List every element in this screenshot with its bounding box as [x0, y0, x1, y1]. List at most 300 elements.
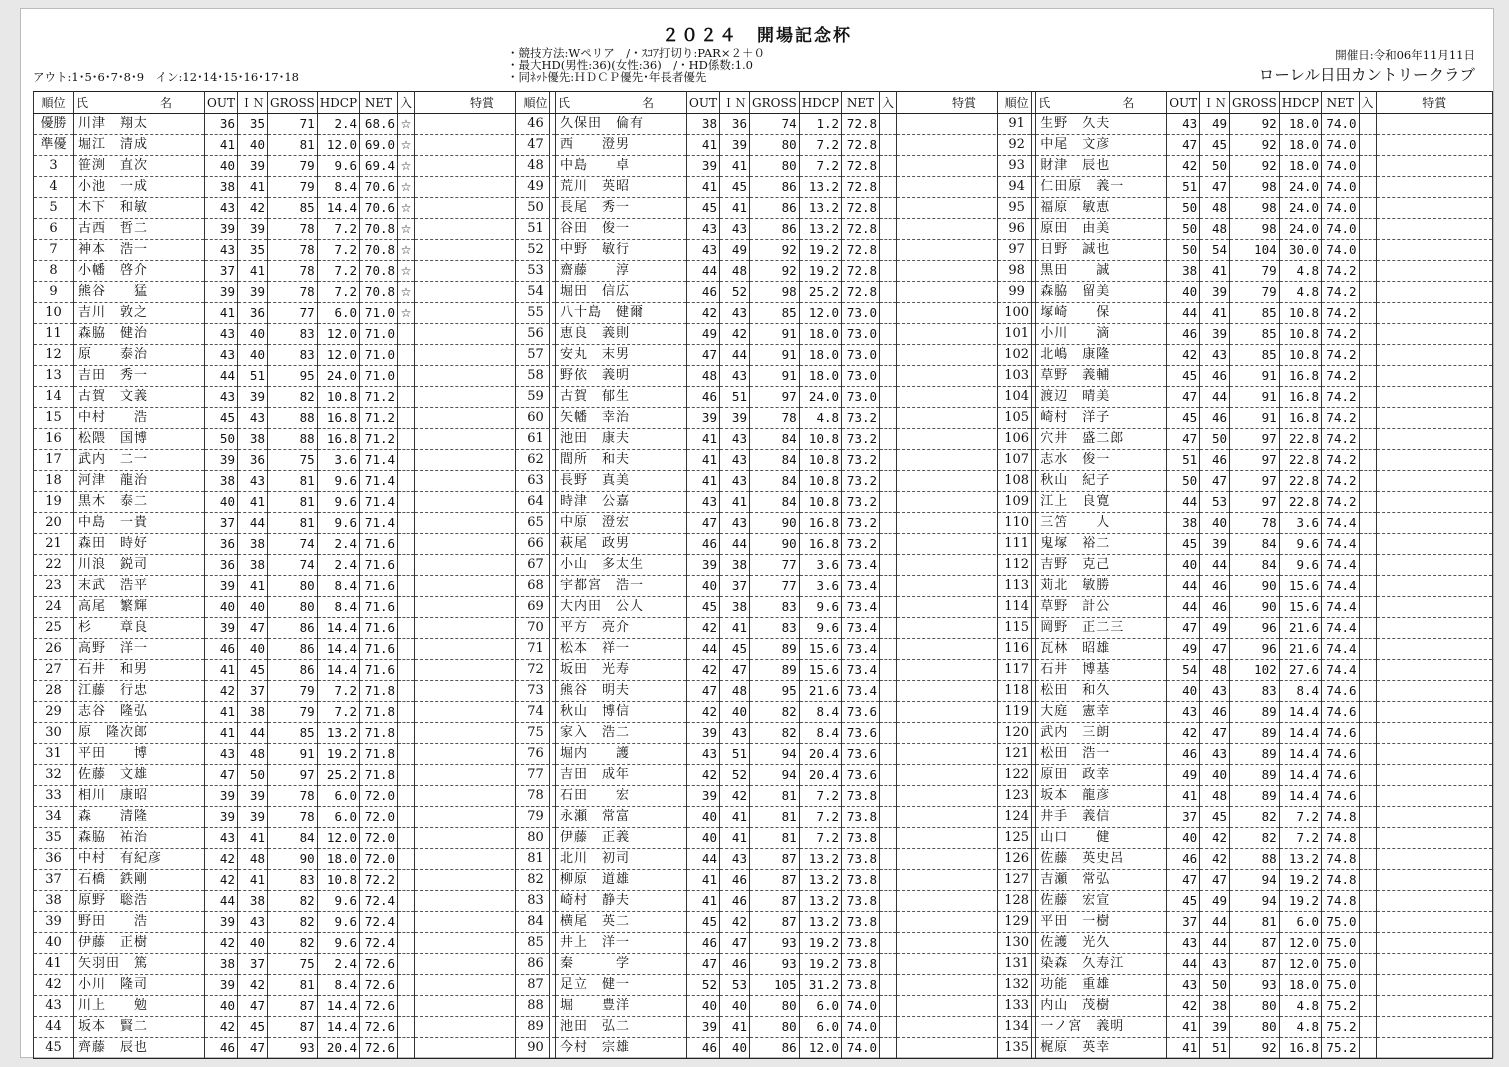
- gross-score-cell: 84: [267, 828, 317, 849]
- gross-score-cell: 82: [749, 723, 799, 744]
- table-row: [998, 870, 1493, 891]
- table-row: [516, 555, 1032, 576]
- table-row: [998, 639, 1493, 660]
- out-score-cell: 46: [687, 534, 720, 555]
- table-row: [34, 702, 550, 723]
- gross-score-cell: 79: [1230, 261, 1280, 282]
- net-score-cell: 74.0: [842, 1038, 880, 1059]
- player-name-cell: 高尾 繁輝: [74, 597, 205, 618]
- gross-score-cell: 94: [749, 765, 799, 786]
- table-row: [34, 261, 550, 282]
- gross-score-cell: 82: [749, 702, 799, 723]
- hdcp-cell: 20.4: [317, 1038, 359, 1059]
- table-row: [34, 996, 550, 1017]
- hdcp-cell: 9.6: [799, 597, 841, 618]
- table-row: [998, 996, 1493, 1017]
- rank-cell: 120: [998, 723, 1036, 744]
- net-score-cell: 74.2: [1322, 366, 1359, 387]
- table-row: [998, 345, 1493, 366]
- gross-score-cell: 97: [1230, 450, 1280, 471]
- entry-mark-cell: [398, 1038, 415, 1059]
- hdcp-cell: 7.2: [317, 681, 359, 702]
- out-score-cell: 47: [687, 954, 720, 975]
- out-score-cell: 39: [205, 219, 238, 240]
- rank-cell: 129: [998, 912, 1036, 933]
- entry-mark-cell: [880, 534, 897, 555]
- table-row: [516, 366, 1032, 387]
- column-header-hdcp: HDCP: [317, 92, 359, 114]
- net-score-cell: 72.8: [842, 135, 880, 156]
- rank-cell: 123: [998, 786, 1036, 807]
- in-score-cell: 46: [1200, 576, 1230, 597]
- hdcp-cell: 13.2: [799, 870, 841, 891]
- rank-cell: 133: [998, 996, 1036, 1017]
- net-score-cell: 73.0: [842, 303, 880, 324]
- entry-mark-cell: [1359, 786, 1376, 807]
- net-score-cell: 74.0: [842, 996, 880, 1017]
- entry-mark-cell: [398, 492, 415, 513]
- player-name-cell: 柳原 道雄: [556, 870, 687, 891]
- in-score-cell: 52: [719, 282, 749, 303]
- table-row: [34, 555, 550, 576]
- rank-cell: 102: [998, 345, 1036, 366]
- table-row: [516, 324, 1032, 345]
- net-score-cell: 74.0: [1322, 240, 1359, 261]
- table-row: [516, 702, 1032, 723]
- net-score-cell: 73.2: [842, 513, 880, 534]
- net-score-cell: 73.4: [842, 639, 880, 660]
- out-score-cell: 44: [687, 849, 720, 870]
- table-row: [34, 177, 550, 198]
- net-score-cell: 71.8: [360, 723, 398, 744]
- out-score-cell: 45: [687, 912, 720, 933]
- table-row: [998, 534, 1493, 555]
- gross-score-cell: 91: [749, 345, 799, 366]
- table-row: [516, 198, 1032, 219]
- hdcp-cell: 12.0: [1279, 954, 1321, 975]
- gross-score-cell: 96: [1230, 618, 1280, 639]
- special-prize-cell: [1376, 450, 1492, 471]
- hdcp-cell: 7.2: [799, 807, 841, 828]
- player-name-cell: 佐藤 文雄: [74, 765, 205, 786]
- out-score-cell: 49: [1167, 765, 1200, 786]
- out-score-cell: 43: [205, 240, 238, 261]
- table-row: [34, 135, 550, 156]
- player-name-cell: 笹渕 直次: [74, 156, 205, 177]
- player-name-cell: 中野 敏行: [556, 240, 687, 261]
- out-score-cell: 41: [687, 135, 720, 156]
- table-row: [34, 975, 550, 996]
- table-row: [34, 156, 550, 177]
- out-score-cell: 50: [1167, 219, 1200, 240]
- out-score-cell: 43: [205, 744, 238, 765]
- rank-cell: 14: [34, 387, 74, 408]
- column-header-name: 氏 名: [556, 92, 687, 114]
- in-score-cell: 42: [237, 198, 267, 219]
- out-score-cell: 47: [1167, 387, 1200, 408]
- rank-cell: 94: [998, 177, 1036, 198]
- rank-cell: 96: [998, 219, 1036, 240]
- entry-mark-cell: [1359, 1038, 1376, 1059]
- in-score-cell: 40: [237, 345, 267, 366]
- out-score-cell: 42: [1167, 723, 1200, 744]
- net-score-cell: 71.0: [360, 345, 398, 366]
- out-score-cell: 47: [687, 681, 720, 702]
- net-score-cell: 70.8: [360, 282, 398, 303]
- net-score-cell: 74.6: [1322, 681, 1359, 702]
- special-prize-cell: [1376, 555, 1492, 576]
- entry-mark-cell: [398, 639, 415, 660]
- gross-score-cell: 78: [749, 408, 799, 429]
- hdcp-cell: 9.6: [1279, 534, 1321, 555]
- rank-cell: 10: [34, 303, 74, 324]
- table-row: [998, 576, 1493, 597]
- out-score-cell: 39: [205, 807, 238, 828]
- entry-mark-cell: [398, 387, 415, 408]
- gross-score-cell: 86: [749, 198, 799, 219]
- hdcp-cell: 18.0: [317, 849, 359, 870]
- entry-mark-cell: [1359, 849, 1376, 870]
- out-score-cell: 39: [205, 786, 238, 807]
- player-name-cell: 染森 久寿江: [1036, 954, 1167, 975]
- gross-score-cell: 95: [267, 366, 317, 387]
- table-row: [34, 954, 550, 975]
- table-row: [998, 765, 1493, 786]
- player-name-cell: 堀田 信広: [556, 282, 687, 303]
- table-row: [34, 870, 550, 891]
- table-row: [516, 492, 1032, 513]
- table-row: [516, 156, 1032, 177]
- entry-mark-cell: [398, 765, 415, 786]
- out-score-cell: 41: [1167, 786, 1200, 807]
- gross-score-cell: 77: [749, 576, 799, 597]
- entry-mark-cell: [1359, 555, 1376, 576]
- gross-score-cell: 98: [1230, 198, 1280, 219]
- player-name-cell: 石橋 鉄剛: [74, 870, 205, 891]
- out-score-cell: 50: [205, 429, 238, 450]
- net-score-cell: 75.2: [1322, 1038, 1359, 1059]
- out-score-cell: 36: [205, 534, 238, 555]
- out-score-cell: 44: [1167, 954, 1200, 975]
- net-score-cell: 71.8: [360, 702, 398, 723]
- gross-score-cell: 85: [1230, 303, 1280, 324]
- table-row: [34, 282, 550, 303]
- special-prize-cell: [1376, 1038, 1492, 1059]
- out-score-cell: 38: [1167, 513, 1200, 534]
- gross-score-cell: 84: [1230, 534, 1280, 555]
- player-name-cell: 長野 真美: [556, 471, 687, 492]
- table-row: [34, 408, 550, 429]
- hdcp-cell: 10.8: [1279, 345, 1321, 366]
- in-score-cell: 48: [1200, 219, 1230, 240]
- player-name-cell: 穴井 盛二郎: [1036, 429, 1167, 450]
- gross-score-cell: 85: [267, 198, 317, 219]
- player-name-cell: 萩尾 政男: [556, 534, 687, 555]
- player-name-cell: 渡辺 晴美: [1036, 387, 1167, 408]
- entry-mark-cell: [1359, 576, 1376, 597]
- in-score-cell: 43: [719, 513, 749, 534]
- gross-score-cell: 81: [1230, 912, 1280, 933]
- net-score-cell: 74.2: [1322, 345, 1359, 366]
- hdcp-cell: 2.4: [317, 534, 359, 555]
- in-score-cell: 41: [237, 177, 267, 198]
- gross-score-cell: 71: [267, 114, 317, 135]
- net-score-cell: 70.8: [360, 261, 398, 282]
- out-score-cell: 39: [205, 576, 238, 597]
- hdcp-cell: 21.6: [1279, 639, 1321, 660]
- column-header-hdcp: HDCP: [1279, 92, 1321, 114]
- in-score-cell: 41: [1200, 303, 1230, 324]
- rank-cell: 54: [516, 282, 556, 303]
- table-row: [516, 954, 1032, 975]
- hdcp-cell: 7.2: [317, 261, 359, 282]
- hdcp-cell: 13.2: [799, 198, 841, 219]
- net-score-cell: 72.0: [360, 828, 398, 849]
- in-score-cell: 41: [719, 807, 749, 828]
- gross-score-cell: 96: [1230, 639, 1280, 660]
- in-score-cell: 41: [719, 1017, 749, 1038]
- rank-cell: 84: [516, 912, 556, 933]
- player-name-cell: 谷田 俊一: [556, 219, 687, 240]
- hdcp-cell: 10.8: [799, 471, 841, 492]
- in-score-cell: 41: [719, 198, 749, 219]
- gross-score-cell: 83: [749, 597, 799, 618]
- net-score-cell: 74.0: [1322, 156, 1359, 177]
- net-score-cell: 74.2: [1322, 324, 1359, 345]
- entry-mark-cell: [880, 1017, 897, 1038]
- hdcp-cell: 9.6: [317, 492, 359, 513]
- player-name-cell: 川津 翔太: [74, 114, 205, 135]
- net-score-cell: 74.6: [1322, 723, 1359, 744]
- in-score-cell: 44: [1200, 555, 1230, 576]
- player-name-cell: 佐藤 英史呂: [1036, 849, 1167, 870]
- rank-cell: 45: [34, 1038, 74, 1059]
- net-score-cell: 71.2: [360, 429, 398, 450]
- in-score-cell: 40: [237, 639, 267, 660]
- net-score-cell: 73.2: [842, 534, 880, 555]
- entry-mark-cell: ☆: [398, 114, 415, 135]
- net-score-cell: 74.2: [1322, 303, 1359, 324]
- out-score-cell: 43: [205, 828, 238, 849]
- entry-mark-cell: [398, 597, 415, 618]
- out-score-cell: 54: [1167, 660, 1200, 681]
- rank-cell: 74: [516, 702, 556, 723]
- out-score-cell: 43: [205, 345, 238, 366]
- special-prize-cell: [1376, 534, 1492, 555]
- special-prize-cell: [1376, 282, 1492, 303]
- net-score-cell: 74.4: [1322, 513, 1359, 534]
- rank-cell: 50: [516, 198, 556, 219]
- out-score-cell: 41: [205, 303, 238, 324]
- table-row: [34, 429, 550, 450]
- column-header-prize: 特賞: [1376, 92, 1492, 114]
- results-table-2: [515, 91, 1032, 1059]
- table-row: [34, 933, 550, 954]
- in-score-cell: 47: [1200, 639, 1230, 660]
- hdcp-cell: 24.0: [799, 387, 841, 408]
- in-score-cell: 38: [237, 555, 267, 576]
- entry-mark-cell: [880, 891, 897, 912]
- table-row: [34, 240, 550, 261]
- hdcp-cell: 14.4: [317, 660, 359, 681]
- player-name-cell: 久保田 倫有: [556, 114, 687, 135]
- entry-mark-cell: [398, 723, 415, 744]
- rank-cell: 69: [516, 597, 556, 618]
- entry-mark-cell: [1359, 744, 1376, 765]
- gross-score-cell: 81: [749, 786, 799, 807]
- rank-cell: 117: [998, 660, 1036, 681]
- table-row: [998, 177, 1493, 198]
- hdcp-cell: 14.4: [1279, 765, 1321, 786]
- in-score-cell: 49: [719, 240, 749, 261]
- rank-cell: 88: [516, 996, 556, 1017]
- hdcp-cell: 25.2: [317, 765, 359, 786]
- gross-score-cell: 85: [267, 723, 317, 744]
- rank-cell: 48: [516, 156, 556, 177]
- out-score-cell: 47: [687, 513, 720, 534]
- table-row: [998, 912, 1493, 933]
- player-name-cell: 森脇 留美: [1036, 282, 1167, 303]
- gross-score-cell: 89: [1230, 723, 1280, 744]
- hdcp-cell: 18.0: [1279, 156, 1321, 177]
- entry-mark-cell: [880, 240, 897, 261]
- table-row: [998, 282, 1493, 303]
- net-score-cell: 72.8: [842, 240, 880, 261]
- net-score-cell: 71.6: [360, 576, 398, 597]
- in-score-cell: 41: [719, 156, 749, 177]
- in-score-cell: 46: [719, 870, 749, 891]
- rank-cell: 93: [998, 156, 1036, 177]
- player-name-cell: 塚崎 保: [1036, 303, 1167, 324]
- gross-score-cell: 91: [749, 324, 799, 345]
- table-row: [34, 660, 550, 681]
- rank-cell: 67: [516, 555, 556, 576]
- results-table-1: [33, 91, 550, 1059]
- net-score-cell: 73.6: [842, 765, 880, 786]
- entry-mark-cell: [1359, 702, 1376, 723]
- column-header-entry: 入: [398, 92, 415, 114]
- in-score-cell: 38: [719, 597, 749, 618]
- in-score-cell: 42: [1200, 849, 1230, 870]
- entry-mark-cell: [1359, 114, 1376, 135]
- rank-cell: 32: [34, 765, 74, 786]
- gross-score-cell: 82: [267, 387, 317, 408]
- entry-mark-cell: [880, 555, 897, 576]
- in-score-cell: 46: [1200, 597, 1230, 618]
- table-row: [34, 513, 550, 534]
- entry-mark-cell: [1359, 807, 1376, 828]
- special-prize-cell: [1376, 702, 1492, 723]
- net-score-cell: 72.6: [360, 975, 398, 996]
- net-score-cell: 72.8: [842, 114, 880, 135]
- table-row: [34, 198, 550, 219]
- special-prize-cell: [1376, 408, 1492, 429]
- hdcp-cell: 4.8: [1279, 996, 1321, 1017]
- entry-mark-cell: [398, 429, 415, 450]
- in-score-cell: 40: [237, 135, 267, 156]
- out-score-cell: 40: [205, 597, 238, 618]
- rank-cell: 21: [34, 534, 74, 555]
- hdcp-cell: 21.6: [1279, 618, 1321, 639]
- rank-cell: 106: [998, 429, 1036, 450]
- player-name-cell: 荒川 英昭: [556, 177, 687, 198]
- player-name-cell: 平田 一樹: [1036, 912, 1167, 933]
- hdcp-cell: 4.8: [799, 408, 841, 429]
- entry-mark-cell: ☆: [398, 219, 415, 240]
- column-header-out: OUT: [205, 92, 238, 114]
- player-name-cell: 坂本 賢二: [74, 1017, 205, 1038]
- hdcp-cell: 20.4: [799, 765, 841, 786]
- player-name-cell: 小幡 啓介: [74, 261, 205, 282]
- table-row: [998, 975, 1493, 996]
- in-score-cell: 51: [1200, 1038, 1230, 1059]
- entry-mark-cell: [880, 492, 897, 513]
- player-name-cell: 佐護 光久: [1036, 933, 1167, 954]
- entry-mark-cell: [880, 660, 897, 681]
- entry-mark-cell: [880, 681, 897, 702]
- column-header-out: OUT: [687, 92, 720, 114]
- hdcp-cell: 19.2: [1279, 891, 1321, 912]
- hdcp-cell: 7.2: [317, 702, 359, 723]
- player-name-cell: 生野 久夫: [1036, 114, 1167, 135]
- player-name-cell: 矢幡 幸治: [556, 408, 687, 429]
- column-header-rank: 順位: [516, 92, 556, 114]
- in-score-cell: 46: [1200, 450, 1230, 471]
- out-score-cell: 44: [1167, 303, 1200, 324]
- net-score-cell: 74.4: [1322, 597, 1359, 618]
- gross-score-cell: 84: [749, 450, 799, 471]
- out-score-cell: 46: [1167, 324, 1200, 345]
- gross-score-cell: 93: [749, 933, 799, 954]
- rank-cell: 55: [516, 303, 556, 324]
- table-row: [34, 387, 550, 408]
- hdcp-cell: 7.2: [317, 219, 359, 240]
- in-score-cell: 48: [237, 849, 267, 870]
- player-name-cell: 西 澄男: [556, 135, 687, 156]
- entry-mark-cell: [398, 996, 415, 1017]
- table-row: [998, 933, 1493, 954]
- competition-rules: [507, 47, 765, 83]
- entry-mark-cell: ☆: [398, 198, 415, 219]
- out-score-cell: 39: [205, 912, 238, 933]
- rank-cell: 3: [34, 156, 74, 177]
- in-score-cell: 42: [719, 912, 749, 933]
- table-row: [34, 786, 550, 807]
- hdcp-cell: 7.2: [1279, 828, 1321, 849]
- player-name-cell: 川上 勉: [74, 996, 205, 1017]
- entry-mark-cell: [880, 723, 897, 744]
- player-name-cell: 原野 聡浩: [74, 891, 205, 912]
- entry-mark-cell: [880, 954, 897, 975]
- table-row: [998, 156, 1493, 177]
- table-row: [516, 1038, 1032, 1059]
- net-score-cell: 71.6: [360, 597, 398, 618]
- table-row: [516, 807, 1032, 828]
- entry-mark-cell: [1359, 975, 1376, 996]
- special-prize-cell: [1376, 933, 1492, 954]
- gross-score-cell: 89: [1230, 765, 1280, 786]
- out-score-cell: 41: [687, 177, 720, 198]
- net-score-cell: 73.2: [842, 471, 880, 492]
- hdcp-cell: 19.2: [799, 261, 841, 282]
- entry-mark-cell: ☆: [398, 282, 415, 303]
- entry-mark-cell: [880, 324, 897, 345]
- column-header-prize: 特賞: [415, 92, 550, 114]
- net-score-cell: 73.2: [842, 450, 880, 471]
- rank-cell: 29: [34, 702, 74, 723]
- entry-mark-cell: [880, 618, 897, 639]
- rank-cell: 98: [998, 261, 1036, 282]
